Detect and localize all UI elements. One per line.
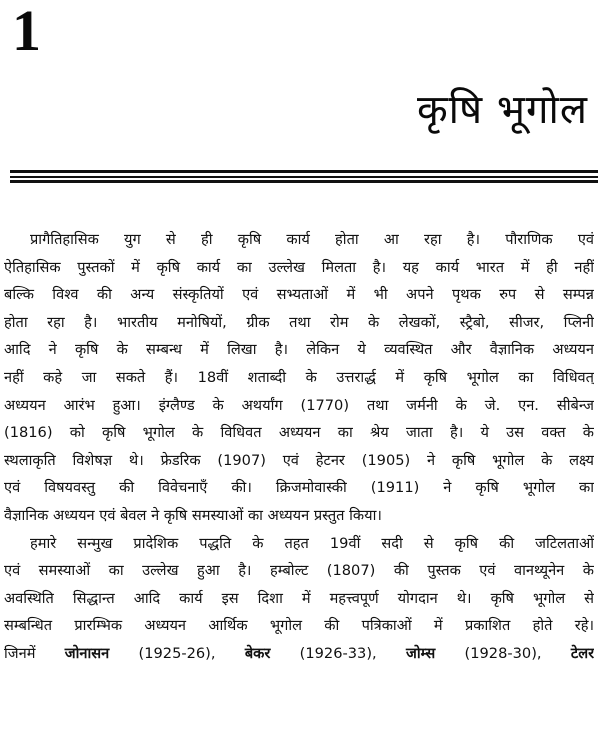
title-rule-bottom (10, 180, 598, 183)
author-name: जोनासन (64, 644, 110, 662)
author-name: टेलर (570, 644, 594, 662)
chapter-title: कृषि भूगोल (416, 87, 588, 133)
text-line: अवस्थिति सिद्धान्त आदि कार्य इस दिशा में महत्त्वपूर्ण योगदान थे। कृषि भूगोल से (4, 589, 594, 607)
text-line: हमारे सन्मुख प्रादेशिक पद्धति के तहत 19वीं सदी से कृषि की जटिलताओं (30, 534, 594, 552)
text-line: नहीं कहे जा सकते हैं। 18वीं शताब्दी के उत्तरार्द्ध में कृषि भूगोल का विधिवत् (4, 368, 594, 386)
text-line: स्थलाकृति विशेषज्ञ थे। फ्रेडरिक (1907) एवं हेटनर (1905) ने कृषि भूगोल के लक्ष्य (4, 451, 594, 469)
text-fragment: जिनमें (4, 644, 36, 662)
paragraph-2 (4, 530, 594, 668)
text-line: बल्कि विश्व की अन्य संस्कृतियों एवं सभ्यताओं में भी अपने पृथक रुप से सम्पन्न (4, 286, 594, 304)
chapter-number: 1 (12, 0, 41, 63)
author-name: बेकर (244, 644, 271, 662)
text-line: प्रागैतिहासिक युग से ही कृषि कार्य होता आ रहा है। पौराणिक एवं (30, 231, 594, 248)
text-line: एवं समस्याओं का उल्लेख हुआ है। हम्बोल्ट (1807) की पुस्तक एवं वानथ्यूनेन के (4, 562, 594, 580)
text-line: अध्ययन आरंभ हुआ। इंग्लैण्ड के अथर्यांग (1770) तथा जर्मनी के जे. एन. सीबेन्ज (4, 396, 594, 414)
body-text (4, 226, 594, 668)
text-line: ऐतिहासिक पुस्तकों में कृषि कार्य का उल्लेख मिलता है। यह कार्य भारत में ही नहीं (4, 258, 594, 276)
title-rule-middle (10, 176, 598, 178)
author-name: जोम्स (406, 644, 436, 662)
text-line: होता रहा है। भारतीय मनोषियों, ग्रीक तथा रोम के लेखकों, स्ट्रैबो, सीजर, प्लिनी (4, 313, 594, 331)
author-years: (1928-30), (464, 644, 542, 662)
author-years: (1925-26), (138, 644, 216, 662)
text-line-final (4, 640, 594, 668)
text-line: सम्बन्धित प्रारम्भिक अध्ययन आर्थिक भूगोल की पत्रिकाओं में प्रकाशित होते रहे। (4, 617, 594, 635)
author-years: (1926-33), (299, 644, 377, 662)
text-line: एवं विषयवस्तु की विवेचनाएँ की। क्रिजमोवास्की (1911) ने कृषि भूगोल का (4, 479, 594, 497)
text-line: आदि ने कृषि के सम्बन्ध में लिखा है। लेकिन ये व्यवस्थित और वैज्ञानिक अध्ययन (4, 341, 594, 359)
text-line: (1816) को कृषि भूगोल के विधिवत अध्ययन का श्रेय जाता है। ये उस वक्त के (4, 424, 594, 442)
text-line: वैज्ञानिक अध्ययन एवं बेवल ने कृषि समस्याओं का अध्ययन प्रस्तुत किया। (4, 506, 382, 524)
paragraph-1 (4, 226, 594, 530)
title-rule-top (10, 170, 598, 173)
